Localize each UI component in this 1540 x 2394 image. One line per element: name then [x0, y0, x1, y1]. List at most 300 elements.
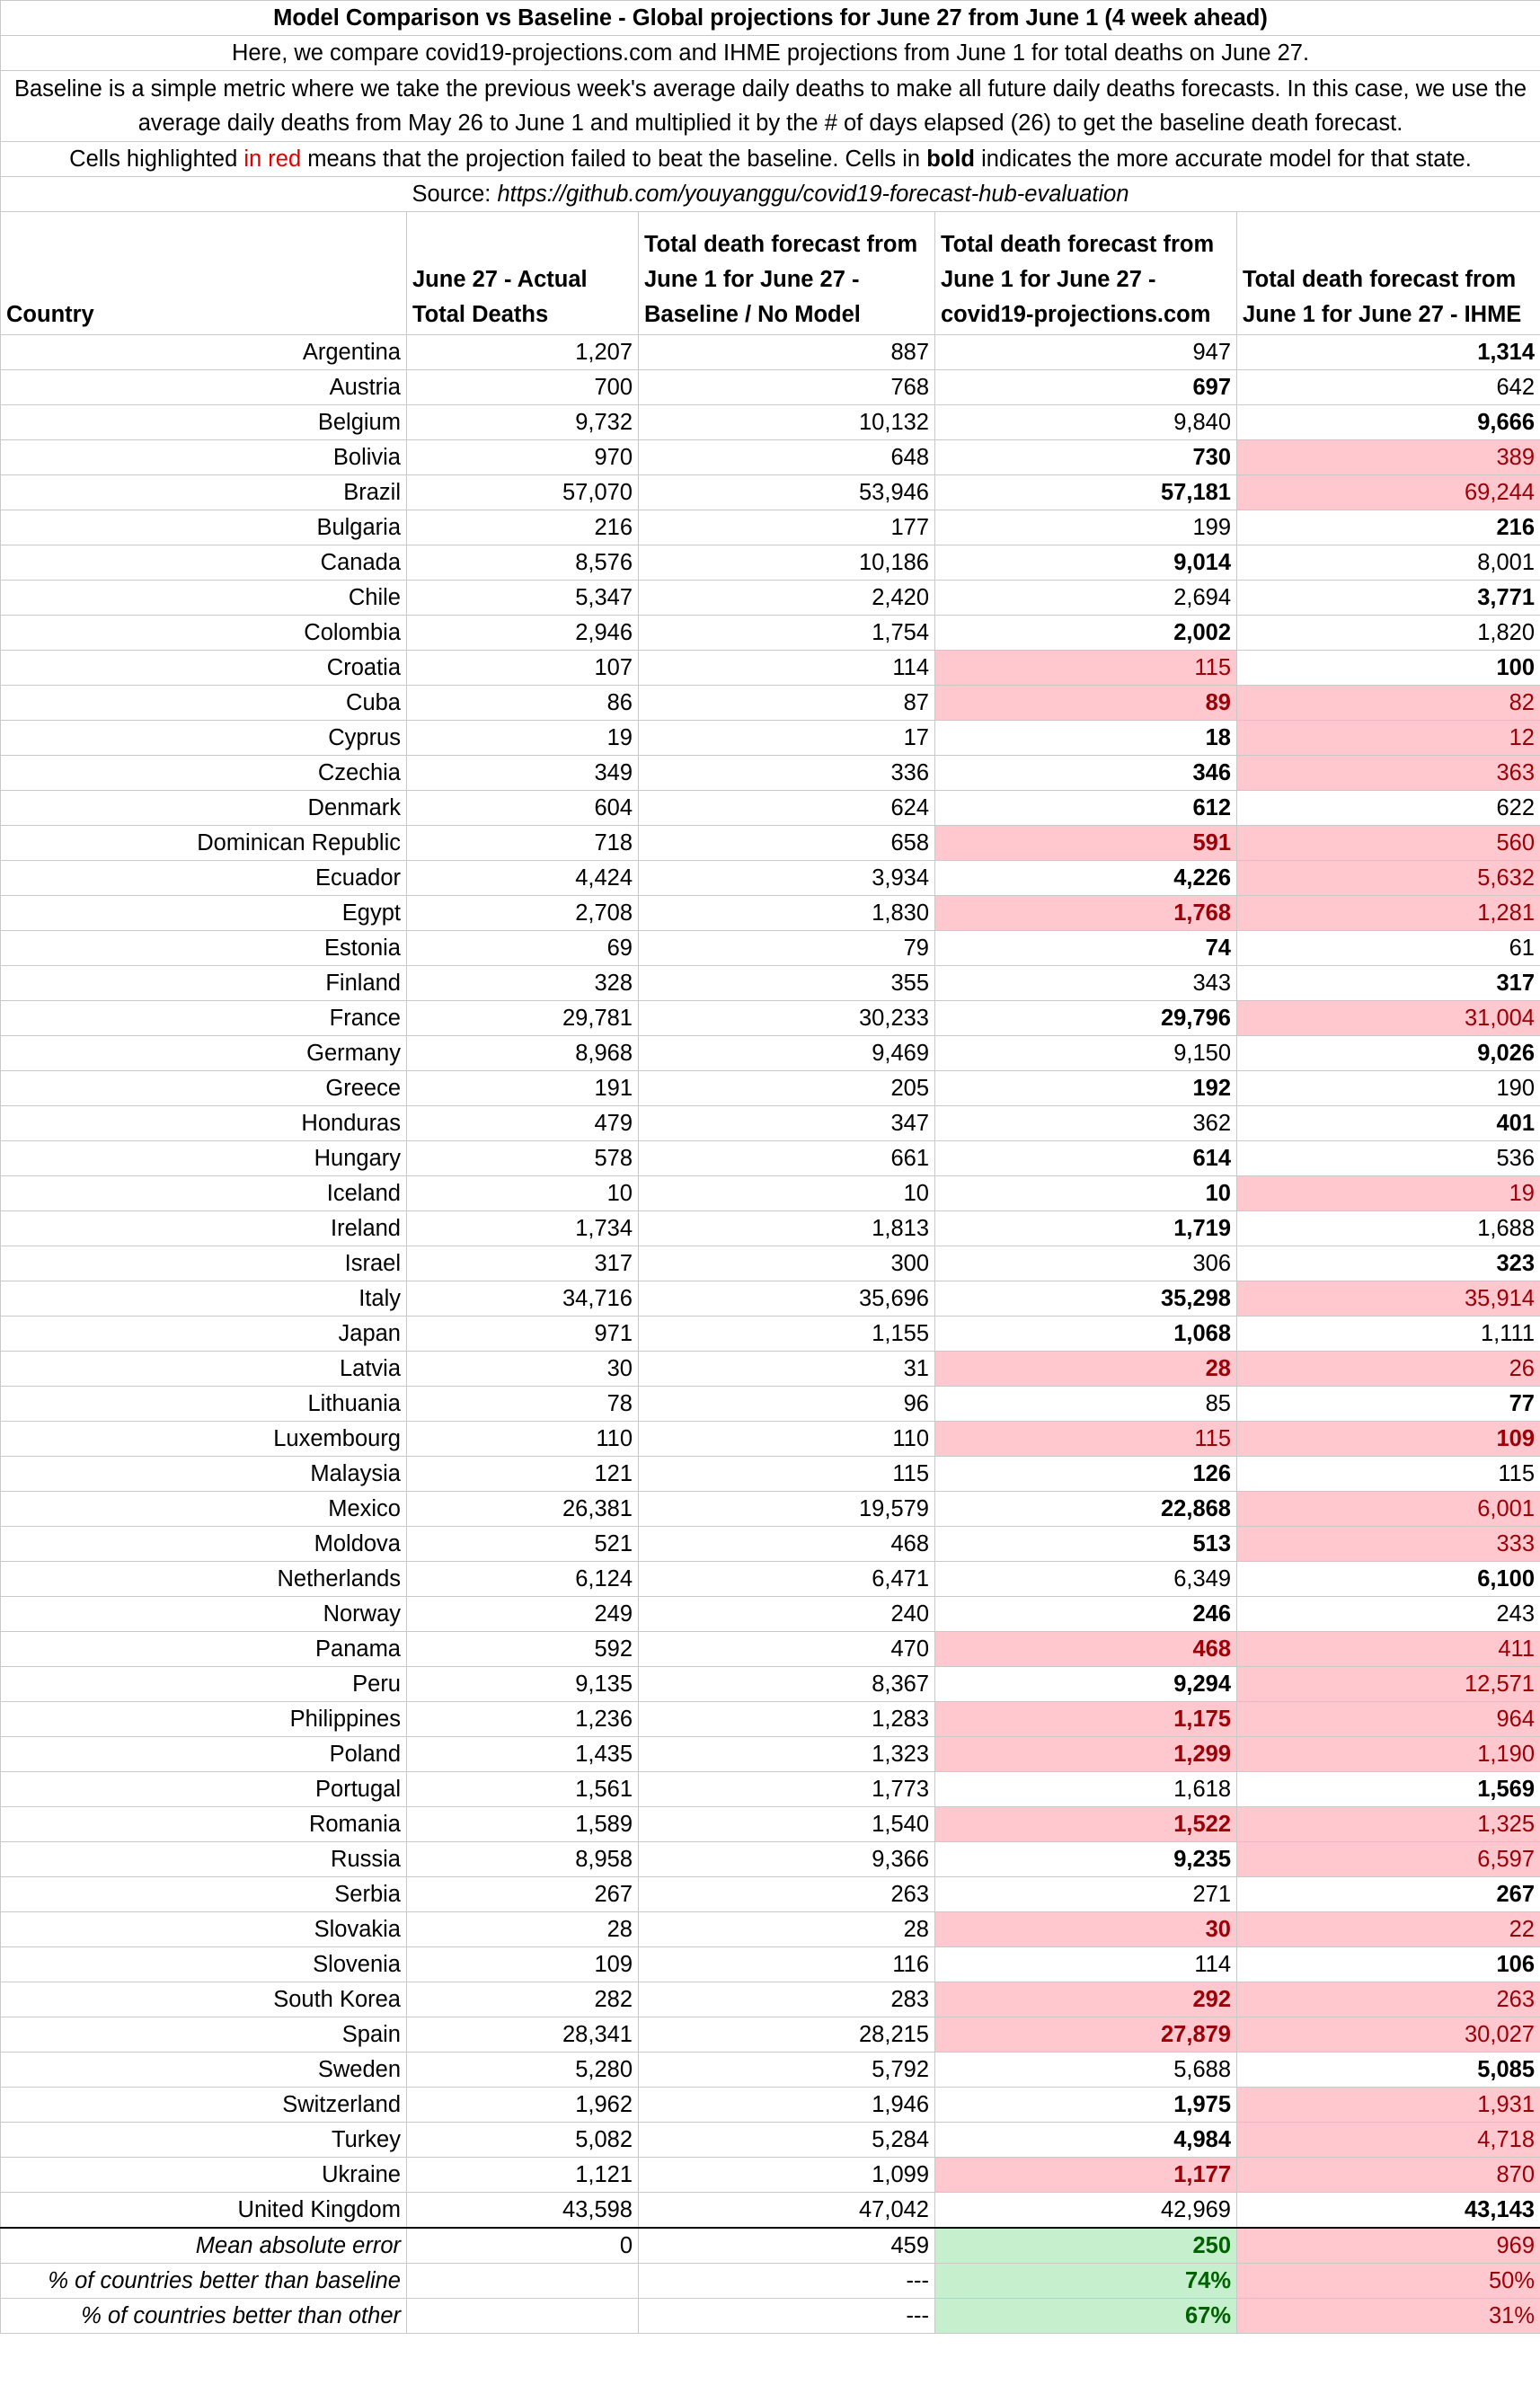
actual-cell: 1,561	[407, 1772, 639, 1807]
actual-cell: 328	[407, 966, 639, 1001]
actual-cell: 249	[407, 1597, 639, 1632]
table-row	[1, 1352, 1540, 1387]
baseline-cell: 10,186	[639, 545, 935, 581]
baseline-cell: 768	[639, 370, 935, 405]
actual-cell: 1,962	[407, 2088, 639, 2123]
ihme-cell: 12,571	[1237, 1667, 1540, 1702]
actual-cell: 34,716	[407, 1281, 639, 1317]
country-cell: Peru	[1, 1667, 407, 1702]
country-cell: Cyprus	[1, 721, 407, 756]
country-cell: Denmark	[1, 791, 407, 826]
table-row	[1, 1562, 1540, 1597]
baseline-cell: 116	[639, 1947, 935, 1982]
country-cell: Ukraine	[1, 2158, 407, 2193]
country-cell: Iceland	[1, 1176, 407, 1211]
actual-cell: 19	[407, 721, 639, 756]
country-cell: Turkey	[1, 2123, 407, 2158]
table-row	[1, 1912, 1540, 1947]
summary-label-cell: % of countries better than baseline	[1, 2264, 407, 2299]
table-row	[1, 1597, 1540, 1632]
table-row	[1, 1071, 1540, 1106]
c19p-cell: 5,688	[935, 2053, 1237, 2088]
country-cell: Slovenia	[1, 1947, 407, 1982]
baseline-cell: 10	[639, 1176, 935, 1211]
legend-bold-label: bold	[926, 146, 976, 172]
country-cell: Portugal	[1, 1772, 407, 1807]
table-row	[1, 1001, 1540, 1036]
baseline-cell: 31	[639, 1352, 935, 1387]
country-cell: Croatia	[1, 651, 407, 686]
actual-cell: 28	[407, 1912, 639, 1947]
baseline-cell: 28	[639, 1912, 935, 1947]
summary-ihme-cell: 969	[1237, 2228, 1540, 2264]
source-url: https://github.com/youyanggu/covid19-forecast-hub-evaluation	[497, 181, 1129, 207]
ihme-cell: 115	[1237, 1457, 1540, 1492]
ihme-cell: 22	[1237, 1912, 1540, 1947]
baseline-cell: 9,366	[639, 1842, 935, 1877]
table-row	[1, 1982, 1540, 2017]
c19p-cell: 6,349	[935, 1562, 1237, 1597]
baseline-note: Baseline is a simple metric where we take the previous week's average daily deaths to make all future daily deaths forecasts. In this case, we use the average daily deaths from May 26 to June 1 and multiplied it by the # of days elapsed (26) to get the baseline death forecast.	[1, 71, 1540, 142]
c19p-cell: 246	[935, 1597, 1237, 1632]
actual-cell: 349	[407, 756, 639, 791]
intro-text: Here, we compare covid19-projections.com and IHME projections from June 1 for total deaths on June 27.	[1, 36, 1540, 71]
summary-row	[1, 2228, 1540, 2264]
c19p-cell: 89	[935, 686, 1237, 721]
header-ihme: Total death forecast from June 1 for June 27 - IHME	[1237, 212, 1540, 335]
baseline-cell: 336	[639, 756, 935, 791]
baseline-cell: 468	[639, 1527, 935, 1562]
c19p-cell: 1,975	[935, 2088, 1237, 2123]
baseline-cell: 3,934	[639, 861, 935, 896]
country-cell: Sweden	[1, 2053, 407, 2088]
country-cell: Philippines	[1, 1702, 407, 1737]
actual-cell: 282	[407, 1982, 639, 2017]
actual-cell: 1,734	[407, 1211, 639, 1246]
ihme-cell: 389	[1237, 440, 1540, 475]
actual-cell: 700	[407, 370, 639, 405]
ihme-cell: 69,244	[1237, 475, 1540, 510]
c19p-cell: 199	[935, 510, 1237, 545]
ihme-cell: 35,914	[1237, 1281, 1540, 1317]
ihme-cell: 6,100	[1237, 1562, 1540, 1597]
baseline-cell: 79	[639, 931, 935, 966]
baseline-cell: 470	[639, 1632, 935, 1667]
baseline-cell: 115	[639, 1457, 935, 1492]
header-baseline: Total death forecast from June 1 for June 27 - Baseline / No Model	[639, 212, 935, 335]
c19p-cell: 126	[935, 1457, 1237, 1492]
table-row	[1, 335, 1540, 370]
actual-cell: 216	[407, 510, 639, 545]
ihme-cell: 31,004	[1237, 1001, 1540, 1036]
ihme-cell: 1,281	[1237, 896, 1540, 931]
c19p-cell: 1,299	[935, 1737, 1237, 1772]
table-row	[1, 1281, 1540, 1317]
country-cell: Romania	[1, 1807, 407, 1842]
actual-cell: 4,424	[407, 861, 639, 896]
actual-cell: 5,280	[407, 2053, 639, 2088]
country-cell: Belgium	[1, 405, 407, 440]
table-row	[1, 1737, 1540, 1772]
ihme-cell: 1,688	[1237, 1211, 1540, 1246]
table-row	[1, 475, 1540, 510]
baseline-cell: 648	[639, 440, 935, 475]
table-row	[1, 1702, 1540, 1737]
table-row	[1, 861, 1540, 896]
ihme-cell: 77	[1237, 1387, 1540, 1422]
table-row	[1, 581, 1540, 616]
c19p-cell: 4,984	[935, 2123, 1237, 2158]
ihme-cell: 3,771	[1237, 581, 1540, 616]
ihme-cell: 263	[1237, 1982, 1540, 2017]
ihme-cell: 19	[1237, 1176, 1540, 1211]
country-cell: France	[1, 1001, 407, 1036]
table-row	[1, 1211, 1540, 1246]
baseline-cell: 28,215	[639, 2017, 935, 2053]
c19p-cell: 29,796	[935, 1001, 1237, 1036]
table-row	[1, 1632, 1540, 1667]
baseline-cell: 347	[639, 1106, 935, 1141]
table-row	[1, 1667, 1540, 1702]
actual-cell: 29,781	[407, 1001, 639, 1036]
summary-actual-cell	[407, 2299, 639, 2334]
country-cell: Latvia	[1, 1352, 407, 1387]
country-cell: Japan	[1, 1317, 407, 1352]
table-row	[1, 931, 1540, 966]
ihme-cell: 622	[1237, 791, 1540, 826]
c19p-cell: 730	[935, 440, 1237, 475]
ihme-cell: 4,718	[1237, 2123, 1540, 2158]
header-row	[1, 212, 1540, 335]
baseline-cell: 8,367	[639, 1667, 935, 1702]
baseline-cell: 1,323	[639, 1737, 935, 1772]
c19p-cell: 74	[935, 931, 1237, 966]
c19p-cell: 612	[935, 791, 1237, 826]
c19p-cell: 30	[935, 1912, 1237, 1947]
ihme-cell: 30,027	[1237, 2017, 1540, 2053]
country-cell: Chile	[1, 581, 407, 616]
c19p-cell: 22,868	[935, 1492, 1237, 1527]
ihme-cell: 317	[1237, 966, 1540, 1001]
country-cell: Cuba	[1, 686, 407, 721]
table-row	[1, 2123, 1540, 2158]
baseline-cell: 1,754	[639, 616, 935, 651]
actual-cell: 970	[407, 440, 639, 475]
country-cell: Bulgaria	[1, 510, 407, 545]
country-cell: Malaysia	[1, 1457, 407, 1492]
actual-cell: 718	[407, 826, 639, 861]
c19p-cell: 346	[935, 756, 1237, 791]
actual-cell: 57,070	[407, 475, 639, 510]
baseline-cell: 9,469	[639, 1036, 935, 1071]
actual-cell: 6,124	[407, 1562, 639, 1597]
table-row	[1, 2017, 1540, 2053]
country-cell: Honduras	[1, 1106, 407, 1141]
summary-actual-cell: 0	[407, 2228, 639, 2264]
baseline-cell: 300	[639, 1246, 935, 1281]
summary-ihme-cell: 31%	[1237, 2299, 1540, 2334]
ihme-cell: 5,632	[1237, 861, 1540, 896]
ihme-cell: 216	[1237, 510, 1540, 545]
ihme-cell: 190	[1237, 1071, 1540, 1106]
actual-cell: 1,589	[407, 1807, 639, 1842]
actual-cell: 9,732	[407, 405, 639, 440]
c19p-cell: 2,694	[935, 581, 1237, 616]
baseline-cell: 1,155	[639, 1317, 935, 1352]
country-cell: Moldova	[1, 1527, 407, 1562]
actual-cell: 8,968	[407, 1036, 639, 1071]
actual-cell: 8,958	[407, 1842, 639, 1877]
country-cell: Austria	[1, 370, 407, 405]
table-row	[1, 651, 1540, 686]
c19p-cell: 292	[935, 1982, 1237, 2017]
summary-row	[1, 2264, 1540, 2299]
ihme-cell: 243	[1237, 1597, 1540, 1632]
ihme-cell: 411	[1237, 1632, 1540, 1667]
country-cell: Czechia	[1, 756, 407, 791]
actual-cell: 107	[407, 651, 639, 686]
baseline-cell: 6,471	[639, 1562, 935, 1597]
table-row	[1, 440, 1540, 475]
table-row	[1, 1387, 1540, 1422]
summary-c19p-cell: 67%	[935, 2299, 1237, 2334]
ihme-cell: 1,314	[1237, 335, 1540, 370]
country-cell: Bolivia	[1, 440, 407, 475]
c19p-cell: 18	[935, 721, 1237, 756]
actual-cell: 604	[407, 791, 639, 826]
country-cell: United Kingdom	[1, 2193, 407, 2229]
ihme-cell: 9,666	[1237, 405, 1540, 440]
baseline-cell: 30,233	[639, 1001, 935, 1036]
sheet-title: Model Comparison vs Baseline - Global projections for June 27 from June 1 (4 week ahead)	[1, 1, 1540, 36]
summary-baseline-cell: ---	[639, 2264, 935, 2299]
table-row	[1, 756, 1540, 791]
actual-cell: 78	[407, 1387, 639, 1422]
actual-cell: 8,576	[407, 545, 639, 581]
actual-cell: 479	[407, 1106, 639, 1141]
ihme-cell: 5,085	[1237, 2053, 1540, 2088]
ihme-cell: 1,820	[1237, 616, 1540, 651]
baseline-cell: 1,283	[639, 1702, 935, 1737]
baseline-cell: 17	[639, 721, 935, 756]
baseline-cell: 355	[639, 966, 935, 1001]
country-cell: Egypt	[1, 896, 407, 931]
country-cell: Finland	[1, 966, 407, 1001]
table-row	[1, 1492, 1540, 1527]
ihme-cell: 1,325	[1237, 1807, 1540, 1842]
c19p-cell: 2,002	[935, 616, 1237, 651]
country-cell: Ecuador	[1, 861, 407, 896]
actual-cell: 2,708	[407, 896, 639, 931]
ihme-cell: 560	[1237, 826, 1540, 861]
country-cell: Russia	[1, 1842, 407, 1877]
ihme-cell: 61	[1237, 931, 1540, 966]
summary-label-cell: % of countries better than other	[1, 2299, 407, 2334]
actual-cell: 109	[407, 1947, 639, 1982]
table-row	[1, 2053, 1540, 2088]
baseline-cell: 1,540	[639, 1807, 935, 1842]
actual-cell: 1,435	[407, 1737, 639, 1772]
actual-cell: 1,207	[407, 335, 639, 370]
baseline-cell: 35,696	[639, 1281, 935, 1317]
header-actual: June 27 - Actual Total Deaths	[407, 212, 639, 335]
c19p-cell: 85	[935, 1387, 1237, 1422]
c19p-cell: 9,014	[935, 545, 1237, 581]
c19p-cell: 114	[935, 1947, 1237, 1982]
country-cell: Argentina	[1, 335, 407, 370]
c19p-cell: 306	[935, 1246, 1237, 1281]
summary-actual-cell	[407, 2264, 639, 2299]
c19p-cell: 1,768	[935, 896, 1237, 931]
table-row	[1, 686, 1540, 721]
actual-cell: 971	[407, 1317, 639, 1352]
c19p-cell: 468	[935, 1632, 1237, 1667]
table-row	[1, 896, 1540, 931]
baseline-cell: 1,813	[639, 1211, 935, 1246]
table-row	[1, 1772, 1540, 1807]
baseline-cell: 2,420	[639, 581, 935, 616]
table-row	[1, 1842, 1540, 1877]
country-cell: Italy	[1, 1281, 407, 1317]
country-cell: Brazil	[1, 475, 407, 510]
country-cell: Mexico	[1, 1492, 407, 1527]
baseline-cell: 96	[639, 1387, 935, 1422]
ihme-cell: 26	[1237, 1352, 1540, 1387]
c19p-cell: 947	[935, 335, 1237, 370]
table-row	[1, 370, 1540, 405]
baseline-cell: 5,792	[639, 2053, 935, 2088]
ihme-cell: 43,143	[1237, 2193, 1540, 2229]
actual-cell: 9,135	[407, 1667, 639, 1702]
actual-cell: 592	[407, 1632, 639, 1667]
ihme-cell: 8,001	[1237, 545, 1540, 581]
legend-text: Cells highlighted in red means that the projection failed to beat the baseline. Cells in bold indicates the more accurate model for that state.	[1, 142, 1540, 177]
table-row	[1, 1106, 1540, 1141]
table-row	[1, 1527, 1540, 1562]
table-row	[1, 1877, 1540, 1912]
source-text: Source: https://github.com/youyanggu/covid19-forecast-hub-evaluation	[1, 177, 1540, 212]
table-row	[1, 791, 1540, 826]
baseline-cell: 263	[639, 1877, 935, 1912]
table-row	[1, 1317, 1540, 1352]
country-cell: Panama	[1, 1632, 407, 1667]
ihme-cell: 401	[1237, 1106, 1540, 1141]
summary-c19p-cell: 74%	[935, 2264, 1237, 2299]
baseline-cell: 53,946	[639, 475, 935, 510]
ihme-cell: 363	[1237, 756, 1540, 791]
country-cell: Netherlands	[1, 1562, 407, 1597]
country-cell: Canada	[1, 545, 407, 581]
c19p-cell: 591	[935, 826, 1237, 861]
baseline-cell: 177	[639, 510, 935, 545]
c19p-cell: 35,298	[935, 1281, 1237, 1317]
country-cell: Luxembourg	[1, 1422, 407, 1457]
country-cell: Dominican Republic	[1, 826, 407, 861]
table-row	[1, 545, 1540, 581]
actual-cell: 121	[407, 1457, 639, 1492]
ihme-cell: 6,597	[1237, 1842, 1540, 1877]
actual-cell: 191	[407, 1071, 639, 1106]
baseline-cell: 114	[639, 651, 935, 686]
summary-label-cell: Mean absolute error	[1, 2228, 407, 2264]
ihme-cell: 12	[1237, 721, 1540, 756]
c19p-cell: 1,068	[935, 1317, 1237, 1352]
ihme-cell: 1,111	[1237, 1317, 1540, 1352]
country-cell: Estonia	[1, 931, 407, 966]
baseline-cell: 624	[639, 791, 935, 826]
c19p-cell: 1,719	[935, 1211, 1237, 1246]
ihme-cell: 964	[1237, 1702, 1540, 1737]
table-row	[1, 966, 1540, 1001]
ihme-cell: 1,931	[1237, 2088, 1540, 2123]
actual-cell: 267	[407, 1877, 639, 1912]
baseline-cell: 887	[639, 335, 935, 370]
ihme-cell: 333	[1237, 1527, 1540, 1562]
actual-cell: 1,236	[407, 1702, 639, 1737]
header-c19p: Total death forecast from June 1 for June 27 - covid19-projections.com	[935, 212, 1237, 335]
actual-cell: 10	[407, 1176, 639, 1211]
actual-cell: 43,598	[407, 2193, 639, 2229]
summary-baseline-cell: 459	[639, 2228, 935, 2264]
country-cell: Norway	[1, 1597, 407, 1632]
c19p-cell: 192	[935, 1071, 1237, 1106]
ihme-cell: 642	[1237, 370, 1540, 405]
table-row	[1, 1422, 1540, 1457]
country-cell: Hungary	[1, 1141, 407, 1176]
ihme-cell: 323	[1237, 1246, 1540, 1281]
baseline-cell: 1,099	[639, 2158, 935, 2193]
ihme-cell: 870	[1237, 2158, 1540, 2193]
country-cell: Greece	[1, 1071, 407, 1106]
table-row	[1, 2088, 1540, 2123]
country-cell: Germany	[1, 1036, 407, 1071]
c19p-cell: 9,235	[935, 1842, 1237, 1877]
table-row	[1, 2193, 1540, 2229]
c19p-cell: 27,879	[935, 2017, 1237, 2053]
c19p-cell: 42,969	[935, 2193, 1237, 2229]
ihme-cell: 106	[1237, 1947, 1540, 1982]
country-cell: Serbia	[1, 1877, 407, 1912]
table-row	[1, 1036, 1540, 1071]
baseline-cell: 5,284	[639, 2123, 935, 2158]
c19p-cell: 343	[935, 966, 1237, 1001]
actual-cell: 69	[407, 931, 639, 966]
c19p-cell: 9,294	[935, 1667, 1237, 1702]
baseline-cell: 661	[639, 1141, 935, 1176]
ihme-cell: 267	[1237, 1877, 1540, 1912]
c19p-cell: 115	[935, 651, 1237, 686]
country-cell: South Korea	[1, 1982, 407, 2017]
summary-ihme-cell: 50%	[1237, 2264, 1540, 2299]
summary-c19p-cell: 250	[935, 2228, 1237, 2264]
actual-cell: 521	[407, 1527, 639, 1562]
c19p-cell: 9,150	[935, 1036, 1237, 1071]
table-row	[1, 2158, 1540, 2193]
country-cell: Colombia	[1, 616, 407, 651]
actual-cell: 28,341	[407, 2017, 639, 2053]
baseline-cell: 110	[639, 1422, 935, 1457]
table-row	[1, 1141, 1540, 1176]
country-cell: Lithuania	[1, 1387, 407, 1422]
c19p-cell: 271	[935, 1877, 1237, 1912]
actual-cell: 578	[407, 1141, 639, 1176]
c19p-cell: 4,226	[935, 861, 1237, 896]
actual-cell: 110	[407, 1422, 639, 1457]
baseline-cell: 1,830	[639, 896, 935, 931]
ihme-cell: 1,190	[1237, 1737, 1540, 1772]
legend-red-label: in red	[243, 146, 302, 172]
c19p-cell: 1,177	[935, 2158, 1237, 2193]
